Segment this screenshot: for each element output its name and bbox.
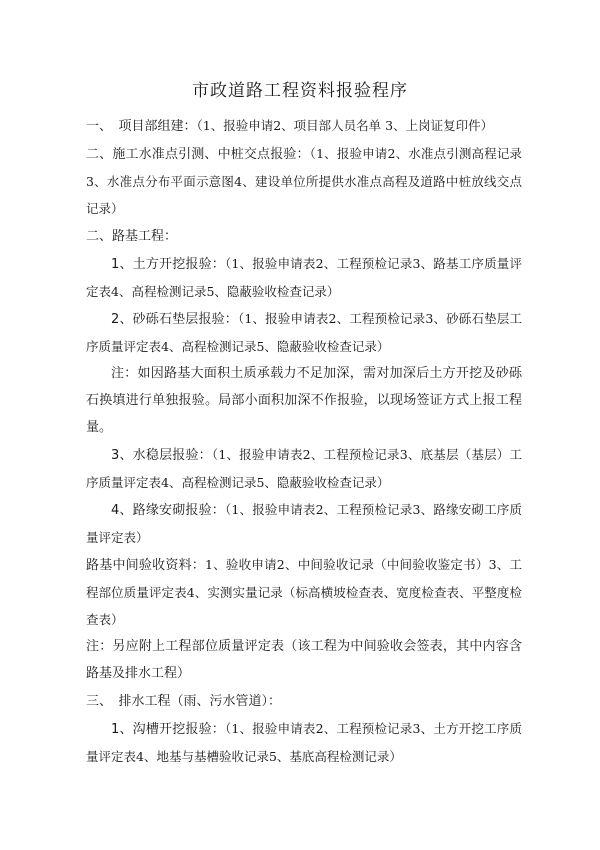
section-heading: 二、路基工程：	[86, 229, 178, 244]
item-earth-excavation	[86, 250, 522, 305]
section-text: （1、报验申请2、项目部人员名单 3、上岗证复印件）	[196, 118, 494, 133]
section-drainage	[86, 687, 522, 715]
item-text: （1、报验申请表2、工程预检记录3、砂砾石垫层工序质量评定表4、高程检测记录5、隐蔽验收检查记录）	[86, 311, 522, 354]
document-title: 市政道路工程资料报验程序	[192, 81, 408, 101]
section-heading: 一、 项目部组建：	[86, 119, 197, 134]
item-heading: 2、砂砾石垫层报验：	[111, 312, 238, 327]
note-quality-assessment: 注：另应附上工程部位质量评定表（该工程为中间验收会签表，其中内容含路基及排水工程）	[86, 639, 522, 681]
item-text: （1、报验申请表2、工程预检记录3、底基层（基层）工序质量评定表4、高程检测记录5、隐蔽验收检查记录）	[86, 447, 522, 490]
item-text: （1、报验申请表2、工程预检记录3、土方开挖工序质量评定表4、地基与基槽验收记录5、基底高程检测记录）	[86, 721, 522, 764]
item-text: （1、报验申请表2、工程预检记录3、路缘安砌工序质量评定表）	[86, 502, 522, 545]
item-curb-laying	[86, 496, 522, 551]
item-text: （1、报验申请表2、工程预检记录3、路基工序质量评定表4、高程检测记录5、隐蔽验收检查记录）	[86, 256, 522, 299]
section-heading: 二、施工水准点引测、中桩交点报验：	[86, 147, 310, 162]
item-heading: 3、水稳层报验：	[111, 448, 212, 463]
section-subgrade-acceptance	[86, 551, 522, 633]
section-text: 1、验收申请2、中间验收记录（中间验收鉴定书）3、工程部位质量评定表4、实测实量记录（标高横坡检查表、宽度检查表、平整度检查表）	[86, 557, 522, 627]
item-trench-excavation	[86, 715, 522, 770]
section-project-setup	[86, 112, 522, 140]
section-heading: 路基中间验收资料：	[86, 558, 206, 573]
item-gravel-cushion	[86, 305, 522, 360]
section-heading: 三、 排水工程（雨、污水管道）：	[86, 694, 282, 709]
section-text: （1、报验申请2、水准点引测高程记录 3、水准点分布平面示意图4、建设单位所提供水准点高程及道路中桩放线交点记录）	[86, 146, 522, 216]
section-subgrade	[86, 222, 522, 250]
item-heading: 1、土方开挖报验：	[111, 257, 225, 272]
item-heading: 4、路缘安砌报验：	[111, 503, 225, 518]
item-stabilized-layer	[86, 441, 522, 496]
item-heading: 1、沟槽开挖报验：	[111, 722, 225, 737]
section-benchmark-survey	[86, 140, 522, 222]
document-body	[86, 112, 522, 770]
note-deepening: 注：如因路基大面积土质承载力不足加深，需对加深后土方开挖及砂砾石换填进行单独报验。局部小面积加深不作报验，以现场签证方式上报工程量。	[86, 366, 522, 435]
